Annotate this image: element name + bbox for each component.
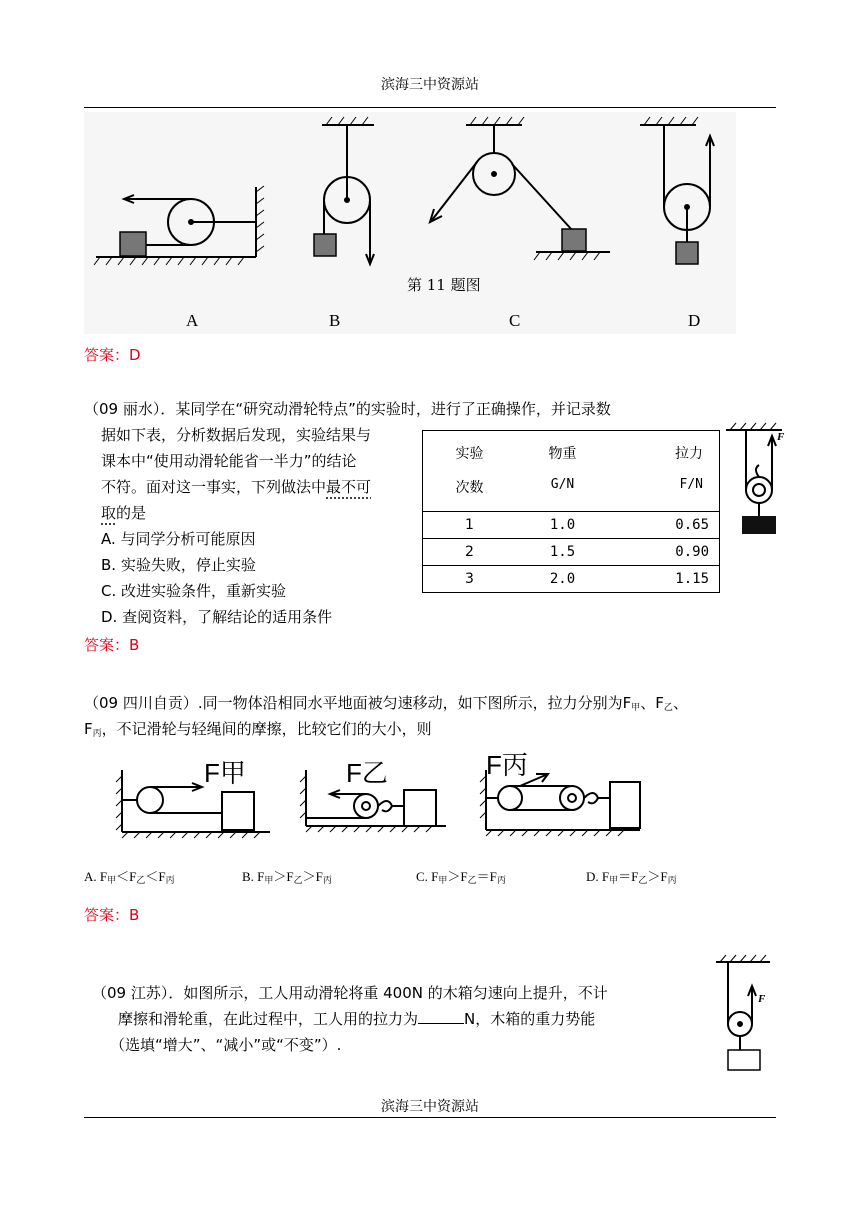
lishui-line-2: 据如下表，分析数据后发现，实验结果与	[101, 426, 372, 444]
zigong-option-c: C. $F_甲>F_乙=F_丙$	[416, 869, 506, 885]
lishui-line-3: 课本中“使用动滑轮能省一半力”的结论	[101, 452, 357, 470]
table-header: F/N	[679, 477, 703, 492]
jiangsu-line-2: 摩擦和滑轮重，在此过程中，工人用的拉力为 N，木箱的重力势能	[118, 1010, 596, 1028]
lishui-pulley-figure	[724, 420, 800, 538]
experiment-table	[422, 430, 720, 593]
lishui-line-1: （09 丽水）．某同学在“研究动滑轮特点”的实验时，进行了正确操作，并记录数	[84, 400, 611, 418]
header-rule	[84, 107, 776, 108]
lishui-line-4: 不符。面对这一事实，下列做法中最不可	[101, 478, 372, 496]
table-row: 1 1.0 0.65	[423, 512, 720, 539]
label-b: B	[329, 311, 341, 330]
lishui-option-c: C. 改进实验条件，重新实验	[101, 582, 287, 600]
table-header: G/N	[550, 477, 575, 492]
label-d: D	[688, 311, 701, 330]
force-label: F	[758, 993, 766, 1005]
footer-rule	[84, 1117, 776, 1118]
lishui-line-5: 取的是	[101, 504, 147, 522]
jiangsu-line-3: （选填“增大”、“减小”或“不变”）.	[110, 1036, 342, 1054]
table-header: 物重	[548, 446, 577, 462]
emphasis-text: 最不可	[326, 478, 372, 496]
label-c: C	[509, 311, 521, 330]
figure-caption: 第 11 题图	[407, 276, 481, 294]
zigong-line-1: （09 四川自贡）.同一物体沿相同水平地面被匀速移动，如下图所示，拉力分别为$F_甲$、$F_乙$、	[84, 694, 688, 713]
jiangsu-line-1: （09 江苏）．如图所示，工人用动滑轮将重 400N 的木箱匀速向上提升，不计	[92, 984, 608, 1002]
fig-label-bing: F丙	[486, 752, 528, 780]
answer-zigong: 答案：B	[84, 906, 140, 924]
table-header: 实验	[455, 446, 484, 462]
answer-q11: 答案：D	[84, 346, 141, 364]
fig-label-jia: F甲	[204, 758, 246, 788]
zigong-option-d: D. $F_甲=F_乙>F_丙$	[586, 869, 677, 885]
table-header: 次数	[455, 480, 484, 496]
zigong-option-b: B. $F_甲>F_乙>F_丙$	[242, 869, 332, 885]
fig-label-yi: F乙	[346, 758, 388, 788]
page-footer: 滨海三中资源站	[381, 1099, 479, 1115]
zigong-line-2: $F_丙$，不记滑轮与轻绳间的摩擦，比较它们的大小，则	[84, 720, 432, 739]
table-header-row	[423, 431, 720, 512]
answer-lishui: 答案：B	[84, 636, 140, 654]
page-header: 滨海三中资源站	[381, 77, 479, 93]
figure-11-pulleys	[84, 112, 736, 334]
force-label: F	[777, 431, 785, 443]
zigong-figures	[100, 752, 660, 844]
jiangsu-pulley-figure	[714, 952, 790, 1080]
zigong-option-a: A. $F_甲<F_乙<F_丙$	[84, 869, 175, 885]
table-row: 2 1.5 0.90	[423, 539, 720, 566]
lishui-option-b: B. 实验失败，停止实验	[101, 556, 256, 574]
table-row: 3 2.0 1.15	[423, 566, 720, 593]
label-a: A	[186, 311, 199, 330]
answer-blank	[418, 1009, 464, 1024]
lishui-option-a: A. 与同学分析可能原因	[101, 530, 256, 548]
lishui-option-d: D. 查阅资料，了解结论的适用条件	[101, 608, 333, 626]
table-header: 拉力	[675, 446, 703, 462]
